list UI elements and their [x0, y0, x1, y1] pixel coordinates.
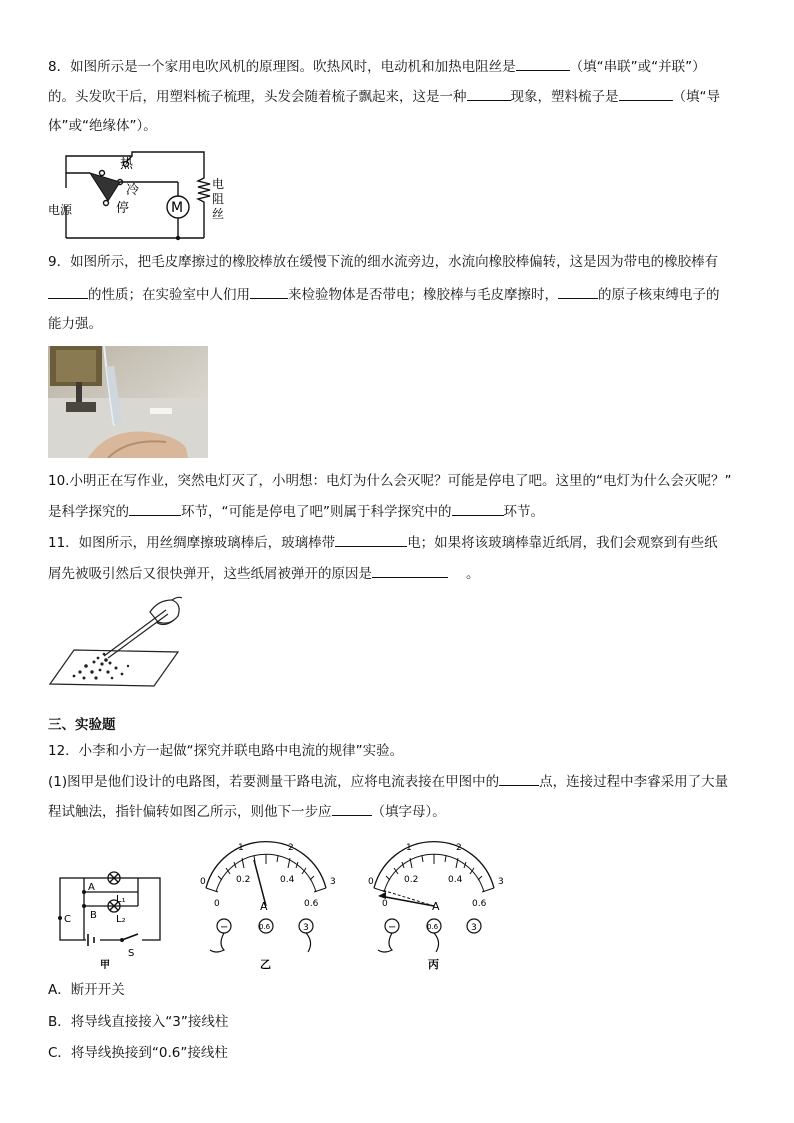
q11-line-2 — [48, 563, 480, 584]
scale-bottom-0.6: 0.6 — [472, 899, 487, 909]
q8-blank-1[interactable] — [516, 56, 570, 71]
q9-text-2a: 的性质；在实验室中人们用 — [88, 287, 250, 303]
label-resistor-3: 丝 — [212, 207, 225, 221]
point-C-label: C — [64, 914, 71, 925]
q8-line-3 — [48, 116, 157, 136]
scale-top-3: 3 — [498, 877, 504, 887]
parallel-circuit-diagram-jia — [56, 856, 174, 974]
scale-top-1: 1 — [406, 843, 412, 853]
ammeter-bing-pointer — [380, 896, 434, 906]
option-a[interactable]: A．断开开关 — [48, 982, 125, 998]
section-heading-experiments: 三、实验题 — [48, 717, 116, 733]
q8-text-2b: 现象，塑料梳子是 — [510, 89, 619, 105]
q12-text-1: 12．小李和小方一起做“探究并联电路中电流的规律”实验。 — [48, 743, 404, 759]
figure-caption-bing: 丙 — [428, 958, 439, 971]
q12-line-1 — [48, 741, 403, 761]
q9-text-3: 能力强。 — [48, 316, 102, 332]
scale-top-0: 0 — [368, 877, 374, 887]
scale-top-1: 1 — [238, 843, 244, 853]
option-c[interactable]: C．将导线换接到“0.6”接线柱 — [48, 1045, 228, 1061]
ammeter-diagram-yi — [188, 840, 346, 974]
q8-text-1a: 8．如图所示是一个家用电吹风机的原理图。吹热风时，电动机和加热电阻丝是 — [48, 59, 516, 75]
q8-text-2a: 的。头发吹干后，用塑料梳子梳理，头发会随着梳子飘起来，这是一种 — [48, 89, 467, 105]
q9-line-1 — [48, 252, 718, 272]
label-resistor-1: 电 — [212, 177, 225, 191]
q10-line-2 — [48, 501, 544, 522]
q8-text-2c: （填“导 — [672, 89, 720, 105]
q12-text-3a: 程试触法，指针偏转如图乙所示，则他下一步应 — [48, 804, 332, 820]
q11-text-1b: 电；如果将该玻璃棒靠近纸屑，我们会观察到有些纸 — [407, 535, 718, 551]
q12-text-3b: （填字母）。 — [371, 804, 446, 820]
scale-top-0: 0 — [200, 877, 206, 887]
q12-line-3 — [48, 801, 446, 822]
label-resistor-2: 阻 — [212, 192, 225, 206]
switch-blade — [90, 173, 120, 201]
scale-top-2: 2 — [456, 843, 462, 853]
q8-line-2 — [48, 86, 720, 107]
q11-line-1 — [48, 532, 718, 553]
q9-text-2c: 的原子核束缚电子的 — [598, 287, 720, 303]
ammeter-unit: A — [260, 900, 268, 913]
scale-bottom-0.2: 0.2 — [404, 875, 419, 885]
terminal-0.6: 0.6 — [427, 923, 439, 931]
label-hot: 热 — [120, 157, 134, 172]
q9-text-2b: 来检验物体是否带电；橡胶棒与毛皮摩擦时， — [288, 287, 558, 303]
q10-blank-1[interactable] — [129, 501, 181, 516]
terminal-0.6: 0.6 — [259, 923, 271, 931]
scale-top-2: 2 — [288, 843, 294, 853]
scale-bottom-0.2: 0.2 — [236, 875, 251, 885]
q8-text-1b: （填“串联”或“并联”） — [569, 59, 706, 75]
label-cold: 冷 — [126, 183, 140, 198]
q9-blank-3[interactable] — [558, 284, 598, 299]
label-power-source: 电源 — [48, 203, 73, 217]
ammeter-unit: A — [432, 900, 440, 913]
q9-line-3 — [48, 314, 102, 334]
q10-text-2a: 是科学探究的 — [48, 504, 129, 520]
q8-line-1 — [48, 56, 706, 77]
q8-blank-3[interactable] — [619, 86, 673, 101]
figure-caption-jia: 甲 — [100, 960, 110, 971]
glass-rod-paper-scraps-sketch — [46, 592, 186, 690]
q8-blank-2[interactable] — [467, 86, 511, 101]
q8-text-3: 体”或“绝缘体”）。 — [48, 118, 157, 134]
point-B-label: B — [90, 910, 97, 921]
q12-blank-2[interactable] — [332, 801, 372, 816]
figure-caption-yi: 乙 — [260, 958, 271, 971]
q12-blank-1[interactable] — [499, 771, 539, 786]
q9-blank-1[interactable] — [48, 284, 88, 299]
lamp-L1-label: L₁ — [116, 894, 126, 905]
q10-blank-2[interactable] — [452, 501, 504, 516]
scale-bottom-0: 0 — [382, 899, 388, 909]
q9-blank-2[interactable] — [250, 284, 288, 299]
hairdryer-circuit-diagram — [40, 146, 230, 244]
option-b[interactable]: B．将导线直接接入“3”接线柱 — [48, 1014, 229, 1030]
scale-bottom-0.4: 0.4 — [448, 875, 463, 885]
q10-text-2b: 环节，“可能是停电了吧”则属于科学探究中的 — [181, 504, 452, 520]
motor-symbol: M — [171, 200, 184, 216]
q12-text-2a: (1)图甲是他们设计的电路图，若要测量干路电流，应将电流表接在甲图中的 — [48, 774, 500, 790]
label-stop: 停 — [116, 201, 130, 216]
terminal-3: 3 — [471, 923, 477, 933]
q10-line-1 — [48, 471, 731, 491]
q11-text-2a: 屑先被吸引然后又很快弹开，这些纸屑被弹开的原因是 — [48, 566, 372, 582]
point-A-label: A — [88, 882, 95, 893]
terminal-minus: − — [388, 922, 397, 933]
q10-text-2c: 环节。 — [503, 504, 544, 520]
q11-text-2b: 。 — [466, 566, 480, 582]
scale-bottom-0: 0 — [214, 899, 220, 909]
switch-S-label: S — [128, 948, 135, 959]
q12-line-2 — [48, 771, 728, 792]
terminal-3: 3 — [303, 923, 309, 933]
q11-blank-2[interactable] — [372, 563, 448, 578]
scale-bottom-0.4: 0.4 — [280, 875, 295, 885]
q9-text-1: 9．如图所示，把毛皮摩擦过的橡胶棒放在缓慢下流的细水流旁边，水流向橡胶棒偏转，这是因为带电的橡胶棒有 — [48, 254, 719, 270]
terminal-minus: − — [220, 922, 229, 933]
q9-line-2 — [48, 284, 720, 305]
lamp-L2-label: L₂ — [116, 914, 126, 925]
q12-text-2b: 点，连接过程中李睿采用了大量 — [539, 774, 729, 790]
q11-text-1a: 11．如图所示，用丝绸摩擦玻璃棒后，玻璃棒带 — [48, 535, 336, 551]
q11-blank-1[interactable] — [335, 532, 407, 547]
ammeter-diagram-bing — [356, 840, 514, 974]
scale-bottom-0.6: 0.6 — [304, 899, 319, 909]
water-stream-photo — [48, 346, 208, 458]
q10-text-1: 10.小明正在写作业，突然电灯灭了，小明想：电灯为什么会灭呢？可能是停电了吧。这里的“电灯为什么会灭呢？” — [48, 473, 732, 489]
scale-top-3: 3 — [330, 877, 336, 887]
